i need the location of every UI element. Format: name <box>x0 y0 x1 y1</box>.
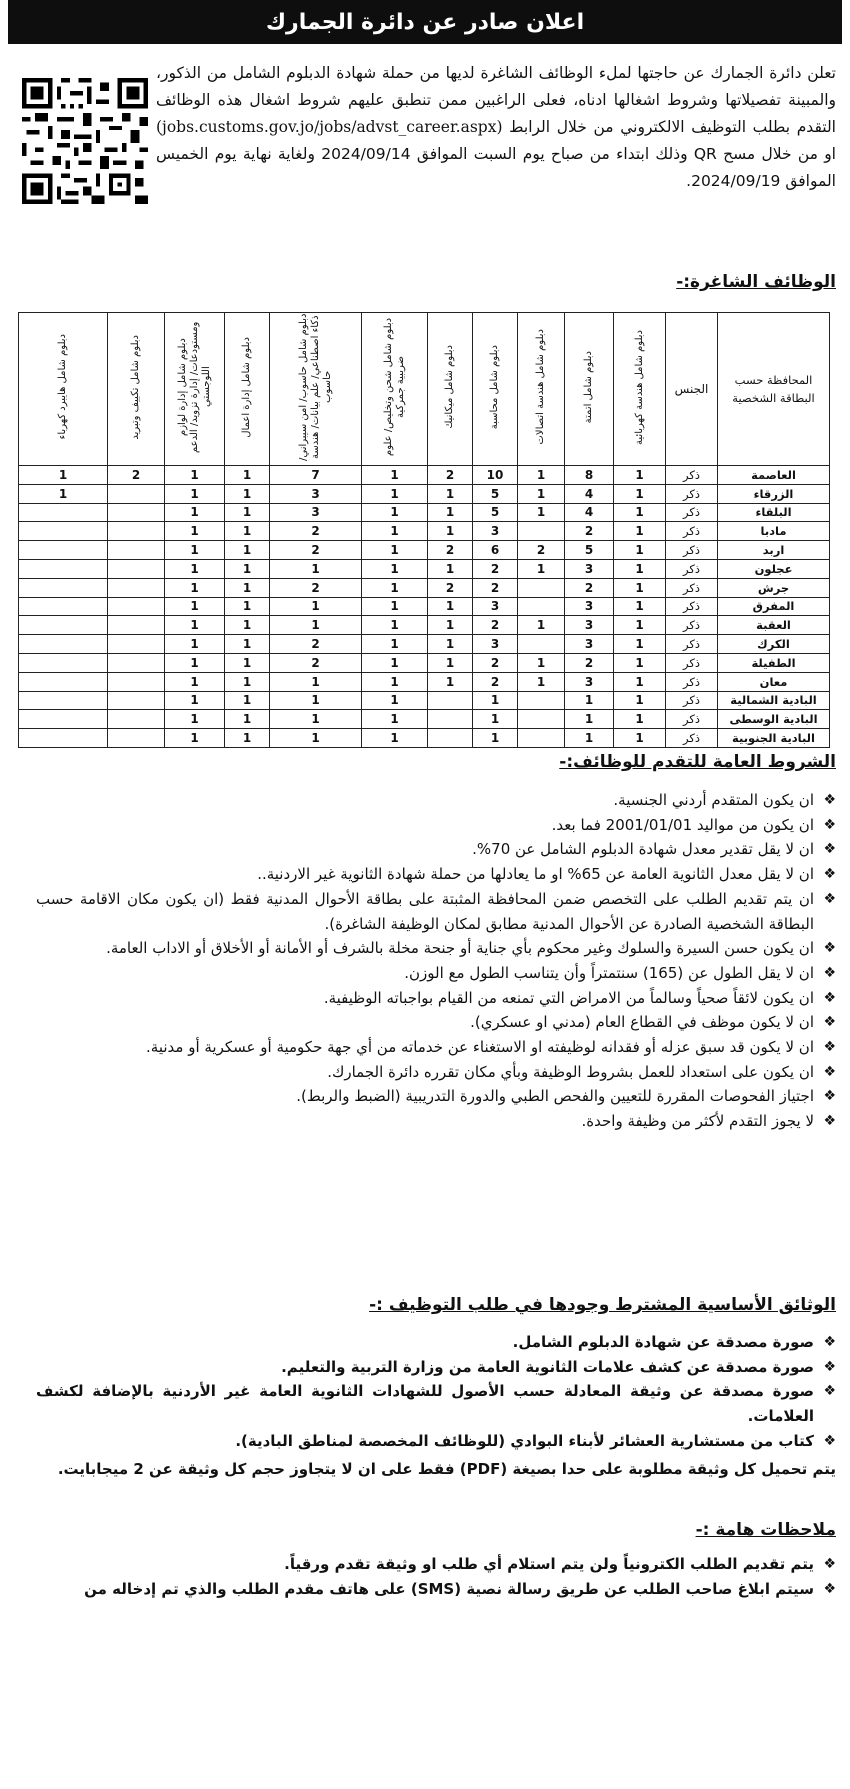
count-cell: 8 <box>565 466 614 485</box>
count-cell: 2 <box>473 653 518 672</box>
count-cell: 1 <box>225 616 270 635</box>
count-cell <box>108 616 165 635</box>
count-cell <box>19 653 108 672</box>
gender-cell: ذكر <box>666 729 718 748</box>
notes-list <box>36 1552 836 1601</box>
count-cell: 4 <box>565 503 614 522</box>
header-cell <box>518 313 565 466</box>
count-cell: 1 <box>165 672 225 691</box>
count-cell: 1 <box>165 729 225 748</box>
count-cell: 1 <box>362 672 428 691</box>
note-item: ❖ سيتم ابلاغ صاحب الطلب عن طريق رسالة نصية (SMS) على هاتف مقدم الطلب والذي تم إدخاله من <box>36 1577 836 1602</box>
count-cell: 1 <box>362 635 428 654</box>
conditions-list <box>36 788 836 1134</box>
count-cell: 1 <box>362 653 428 672</box>
count-cell <box>518 710 565 729</box>
table-row <box>19 559 830 578</box>
condition-item: ❖ ان يكون المتقدم أردني الجنسية. <box>36 788 836 813</box>
count-cell: 1 <box>270 616 362 635</box>
gender-cell: ذكر <box>666 691 718 710</box>
count-cell: 2 <box>565 653 614 672</box>
count-cell: 1 <box>428 522 473 541</box>
table-row <box>19 653 830 672</box>
count-cell: 2 <box>428 466 473 485</box>
count-cell: 1 <box>225 635 270 654</box>
count-cell <box>518 635 565 654</box>
count-cell: 1 <box>225 691 270 710</box>
count-cell: 1 <box>165 691 225 710</box>
count-cell <box>108 503 165 522</box>
count-cell: 1 <box>225 503 270 522</box>
condition-item: ❖ ان يكون على استعداد للعمل بشروط الوظيفة وبأي مكان تقرره دائرة الجمارك. <box>36 1060 836 1085</box>
count-cell: 3 <box>473 597 518 616</box>
count-cell: 1 <box>614 466 666 485</box>
governorate-cell: الطفيلة <box>718 653 830 672</box>
count-cell: 2 <box>108 466 165 485</box>
gender-cell: ذكر <box>666 597 718 616</box>
count-cell: 1 <box>614 578 666 597</box>
count-cell: 2 <box>565 522 614 541</box>
count-cell <box>19 635 108 654</box>
count-cell: 2 <box>473 559 518 578</box>
header-label: دبلوم شامل إدارة اعمال <box>241 336 252 438</box>
vacancies-heading: الوظائف الشاغرة:- <box>676 272 836 292</box>
governorate-cell: البادية الوسطى <box>718 710 830 729</box>
count-cell: 1 <box>428 653 473 672</box>
gender-cell: ذكر <box>666 503 718 522</box>
count-cell: 3 <box>473 522 518 541</box>
count-cell: 1 <box>19 466 108 485</box>
gender-cell: ذكر <box>666 541 718 560</box>
count-cell: 5 <box>473 484 518 503</box>
count-cell <box>108 729 165 748</box>
count-cell: 7 <box>270 466 362 485</box>
count-cell: 1 <box>428 503 473 522</box>
count-cell: 1 <box>614 522 666 541</box>
gender-cell: ذكر <box>666 672 718 691</box>
count-cell: 1 <box>614 653 666 672</box>
count-cell: 1 <box>362 559 428 578</box>
count-cell <box>19 710 108 729</box>
table-row <box>19 672 830 691</box>
count-cell <box>19 616 108 635</box>
count-cell: 3 <box>270 503 362 522</box>
count-cell: 1 <box>614 503 666 522</box>
gender-cell: ذكر <box>666 710 718 729</box>
count-cell: 1 <box>428 635 473 654</box>
count-cell: 1 <box>270 672 362 691</box>
count-cell <box>19 691 108 710</box>
count-cell: 1 <box>225 466 270 485</box>
count-cell: 2 <box>473 578 518 597</box>
table-row <box>19 541 830 560</box>
gender-cell: ذكر <box>666 466 718 485</box>
count-cell <box>518 691 565 710</box>
table-row <box>19 710 830 729</box>
count-cell: 2 <box>428 541 473 560</box>
count-cell: 1 <box>614 635 666 654</box>
count-cell: 1 <box>362 578 428 597</box>
document-item: ❖ صورة مصدقة عن كشف علامات الثانوية العامة من وزارة التربية والتعليم. <box>36 1355 836 1380</box>
count-cell <box>19 597 108 616</box>
table-row <box>19 597 830 616</box>
header-cell <box>428 313 473 466</box>
count-cell: 1 <box>565 729 614 748</box>
gender-cell: ذكر <box>666 559 718 578</box>
header-label: دبلوم شامل ميكانيك <box>444 345 455 429</box>
count-cell: 1 <box>362 597 428 616</box>
count-cell: 10 <box>473 466 518 485</box>
count-cell: 2 <box>270 635 362 654</box>
count-cell: 1 <box>362 522 428 541</box>
count-cell: 1 <box>518 503 565 522</box>
count-cell <box>108 635 165 654</box>
count-cell <box>108 484 165 503</box>
governorate-cell: البلقاء <box>718 503 830 522</box>
header-label: دبلوم شامل تكييف وتبريد <box>130 334 141 440</box>
count-cell: 1 <box>270 559 362 578</box>
count-cell: 3 <box>565 559 614 578</box>
count-cell: 2 <box>473 616 518 635</box>
count-cell: 1 <box>165 466 225 485</box>
condition-item: ❖ ان لا يقل تقدير معدل شهادة الدبلوم الشامل عن 70%. <box>36 837 836 862</box>
count-cell <box>108 653 165 672</box>
condition-item: ❖ ان لا يكون قد سبق عزله أو فقدانه لوظيفته او الاستغناء عن خدماته من أي جهة حكومية أو عسكرية أو مدنية. <box>36 1035 836 1060</box>
count-cell: 2 <box>473 672 518 691</box>
table-row <box>19 522 830 541</box>
count-cell: 1 <box>270 691 362 710</box>
header-cell <box>473 313 518 466</box>
count-cell: 1 <box>362 541 428 560</box>
header-cell <box>165 313 225 466</box>
count-cell: 1 <box>518 672 565 691</box>
count-cell: 3 <box>270 484 362 503</box>
table-header-row <box>19 313 830 466</box>
count-cell: 1 <box>614 672 666 691</box>
count-cell: 1 <box>270 729 362 748</box>
count-cell: 2 <box>565 578 614 597</box>
condition-item: ❖ ان لا يكون موظف في القطاع العام (مدني او عسكري). <box>36 1010 836 1035</box>
header-label: دبلوم شامل اتمتة <box>583 350 594 424</box>
count-cell: 1 <box>225 597 270 616</box>
count-cell: 1 <box>428 559 473 578</box>
count-cell <box>108 691 165 710</box>
count-cell: 1 <box>225 541 270 560</box>
count-cell: 1 <box>473 691 518 710</box>
governorate-cell: مادبا <box>718 522 830 541</box>
count-cell: 1 <box>165 484 225 503</box>
documents-list <box>36 1330 836 1454</box>
governorate-cell: معان <box>718 672 830 691</box>
header-label: دبلوم شامل هايبرد كهرباء <box>57 334 68 440</box>
count-cell <box>108 541 165 560</box>
count-cell: 1 <box>614 559 666 578</box>
count-cell <box>108 597 165 616</box>
governorate-cell: البادية الشمالية <box>718 691 830 710</box>
count-cell: 1 <box>165 616 225 635</box>
count-cell: 1 <box>518 616 565 635</box>
gender-cell: ذكر <box>666 578 718 597</box>
count-cell: 1 <box>165 503 225 522</box>
count-cell: 1 <box>614 597 666 616</box>
count-cell <box>108 578 165 597</box>
count-cell <box>428 691 473 710</box>
header-cell <box>225 313 270 466</box>
count-cell <box>428 710 473 729</box>
count-cell <box>19 541 108 560</box>
count-cell: 1 <box>473 710 518 729</box>
count-cell: 1 <box>614 484 666 503</box>
count-cell: 4 <box>565 484 614 503</box>
governorate-cell: جرش <box>718 578 830 597</box>
condition-item: ❖ اجتياز الفحوصات المقررة للتعيين والفحص الطبي والدورة التدريبية (الضبط والربط). <box>36 1084 836 1109</box>
governorate-cell: الكرك <box>718 635 830 654</box>
count-cell <box>108 522 165 541</box>
count-cell: 1 <box>362 484 428 503</box>
count-cell: 1 <box>565 710 614 729</box>
header-label: دبلوم شامل هندسة اتصالات <box>535 329 546 445</box>
count-cell: 1 <box>362 729 428 748</box>
count-cell: 2 <box>270 578 362 597</box>
application-link[interactable]: (jobs.customs.gov.jo/jobs/advst_career.aspx) <box>156 118 503 136</box>
count-cell: 2 <box>518 541 565 560</box>
count-cell: 5 <box>473 503 518 522</box>
header-gender: الجنس <box>666 313 718 466</box>
count-cell: 1 <box>19 484 108 503</box>
table-row <box>19 503 830 522</box>
count-cell: 1 <box>165 653 225 672</box>
condition-item: ❖ ان يكون من مواليد 2001/01/01 فما بعد. <box>36 813 836 838</box>
gender-cell: ذكر <box>666 484 718 503</box>
title-text: اعلان صادر عن دائرة الجمارك <box>265 9 585 35</box>
document-item: ❖ كتاب من مستشارية العشائر لأبناء البوادي (للوظائف المخصصة لمناطق البادية). <box>36 1429 836 1454</box>
governorate-cell: المفرق <box>718 597 830 616</box>
gender-cell: ذكر <box>666 635 718 654</box>
intro-text-start: تعلن دائرة الجمارك عن حاجتها لملء الوظائف الشاغرة لديها من حملة شهادة الدبلوم الشامل من الذكور، والمبينة تفصيلاتها وشروط اشغالها ادناه، فعلى الراغبين ممن تنطبق عليهم شروط اشغال هذه الوظائف التقدم بطلب التوظيف الالكتروني من خلال الرابط <box>156 64 836 136</box>
count-cell: 1 <box>518 466 565 485</box>
vacancies-table <box>18 312 830 748</box>
header-cell <box>565 313 614 466</box>
header-cell <box>108 313 165 466</box>
gender-cell: ذكر <box>666 616 718 635</box>
count-cell: 1 <box>225 653 270 672</box>
count-cell: 1 <box>362 466 428 485</box>
gender-cell: ذكر <box>666 522 718 541</box>
governorate-cell: عجلون <box>718 559 830 578</box>
count-cell: 3 <box>565 672 614 691</box>
header-cell <box>362 313 428 466</box>
count-cell: 1 <box>165 635 225 654</box>
header-label: دبلوم شامل شحن وتخليص/ علوم ضريبية جمركية <box>382 317 406 457</box>
intro-paragraph <box>156 60 836 195</box>
count-cell: 1 <box>614 691 666 710</box>
count-cell: 2 <box>270 653 362 672</box>
count-cell <box>19 559 108 578</box>
count-cell <box>108 710 165 729</box>
document-item: ❖ صورة مصدقة عن شهادة الدبلوم الشامل. <box>36 1330 836 1355</box>
count-cell: 1 <box>565 691 614 710</box>
gender-cell: ذكر <box>666 653 718 672</box>
count-cell: 1 <box>165 597 225 616</box>
count-cell: 1 <box>362 691 428 710</box>
count-cell: 1 <box>518 653 565 672</box>
count-cell: 1 <box>428 672 473 691</box>
condition-item: ❖ لا يجوز التقدم لأكثر من وظيفة واحدة. <box>36 1109 836 1134</box>
table-row <box>19 729 830 748</box>
count-cell: 1 <box>225 710 270 729</box>
count-cell <box>428 729 473 748</box>
document-item: ❖ صورة مصدقة عن وثيقة المعادلة حسب الأصول للشهادات الثانوية العامة غير الأردنية بالإضافة لكشف العلامات. <box>36 1379 836 1428</box>
header-cell <box>19 313 108 466</box>
note-item: ❖ يتم تقديم الطلب الكترونياً ولن يتم استلام أي طلب او وثيقة تقدم ورقياً. <box>36 1552 836 1577</box>
governorate-cell: البادية الجنوبية <box>718 729 830 748</box>
table-body <box>19 466 830 748</box>
table-row <box>19 578 830 597</box>
count-cell: 1 <box>225 522 270 541</box>
count-cell: 1 <box>225 578 270 597</box>
count-cell: 3 <box>473 635 518 654</box>
table-row <box>19 691 830 710</box>
condition-item: ❖ ان يتم تقديم الطلب على التخصص ضمن المحافظة المثبتة على بطاقة الأحوال المدنية فقط (ان يكون مكان الاقامة حسب البطاقة الشخصية الصادرة عن الأحوال المدنية مطابق لمكان الوظيفة الشاغرة). <box>36 887 836 936</box>
count-cell: 1 <box>165 541 225 560</box>
count-cell: 1 <box>225 672 270 691</box>
governorate-cell: العقبة <box>718 616 830 635</box>
count-cell: 1 <box>362 503 428 522</box>
header-label: دبلوم شامل إدارة لوازم ومستودعات/ إدارة تزويد/ الدعم اللوجستي <box>176 321 212 453</box>
documents-note: يتم تحميل كل وثيقة مطلوبة على حدا بصيغة (PDF) فقط على ان لا يتجاوز حجم كل وثيقة عن 2 ميجابايت. <box>57 1460 836 1478</box>
condition-item: ❖ ان يكون حسن السيرة والسلوك وغير محكوم بأي جناية أو جنحة مخلة بالشرف أو الأمانة أو الأخلاق أو الاداب العامة. <box>36 936 836 961</box>
count-cell <box>518 578 565 597</box>
count-cell: 1 <box>165 710 225 729</box>
header-label: دبلوم شامل حاسوب/ امن سيبراني/ ذكاء اصطناعي/ علم بيانات/ هندسة حاسوب <box>297 313 333 461</box>
count-cell: 1 <box>473 729 518 748</box>
count-cell: 1 <box>362 710 428 729</box>
count-cell: 1 <box>165 522 225 541</box>
count-cell <box>19 578 108 597</box>
count-cell: 1 <box>225 484 270 503</box>
condition-item: ❖ ان يكون لائقاً صحياً وسالماً من الامراض التي تمنعه من القيام بواجباته الوظيفية. <box>36 986 836 1011</box>
header-cell <box>614 313 666 466</box>
table-row <box>19 484 830 503</box>
count-cell <box>108 672 165 691</box>
governorate-cell: العاصمة <box>718 466 830 485</box>
count-cell: 1 <box>614 541 666 560</box>
count-cell: 1 <box>518 559 565 578</box>
count-cell <box>19 729 108 748</box>
header-label: دبلوم شامل هندسة كهربائية <box>633 329 645 445</box>
count-cell: 3 <box>565 616 614 635</box>
header-label: دبلوم شامل محاسبة <box>489 344 500 430</box>
header-cell <box>270 313 362 466</box>
count-cell: 3 <box>565 635 614 654</box>
count-cell <box>518 729 565 748</box>
count-cell: 1 <box>165 578 225 597</box>
count-cell: 1 <box>518 484 565 503</box>
condition-item: ❖ ان لا يقل الطول عن (165) سنتمتراً وأن يتناسب الطول مع الوزن. <box>36 961 836 986</box>
count-cell <box>108 559 165 578</box>
table-row <box>19 466 830 485</box>
header-governorate: المحافظة حسب البطاقة الشخصية <box>718 313 830 466</box>
count-cell: 3 <box>565 597 614 616</box>
count-cell: 1 <box>225 559 270 578</box>
count-cell: 5 <box>565 541 614 560</box>
count-cell: 1 <box>614 616 666 635</box>
count-cell: 1 <box>428 597 473 616</box>
count-cell: 1 <box>362 616 428 635</box>
count-cell: 1 <box>614 710 666 729</box>
qr-code[interactable] <box>22 78 148 204</box>
announcement-title <box>8 0 842 44</box>
count-cell <box>518 597 565 616</box>
count-cell: 1 <box>428 484 473 503</box>
conditions-heading: الشروط العامة للتقدم للوظائف:- <box>559 752 836 772</box>
count-cell: 1 <box>165 559 225 578</box>
notes-heading: ملاحظات هامة :- <box>695 1520 836 1540</box>
count-cell <box>518 522 565 541</box>
intro-text-end: او من خلال مسح QR وذلك ابتداء من صباح يوم السبت الموافق 2024/09/14 ولغاية نهاية يوم الخميس الموافق 2024/09/19. <box>156 145 836 190</box>
count-cell: 1 <box>225 729 270 748</box>
count-cell <box>19 522 108 541</box>
count-cell: 2 <box>428 578 473 597</box>
count-cell: 1 <box>270 710 362 729</box>
condition-item: ❖ ان لا يقل معدل الثانوية العامة عن 65% او ما يعادلها من حملة شهادة الثانوية غير الاردنية.. <box>36 862 836 887</box>
count-cell: 1 <box>614 729 666 748</box>
governorate-cell: الزرقاء <box>718 484 830 503</box>
table-row <box>19 616 830 635</box>
table-row <box>19 635 830 654</box>
count-cell <box>19 503 108 522</box>
governorate-cell: اربد <box>718 541 830 560</box>
count-cell: 1 <box>428 616 473 635</box>
count-cell: 6 <box>473 541 518 560</box>
documents-heading: الوثائق الأساسية المشترط وجودها في طلب التوظيف :- <box>369 1295 836 1315</box>
count-cell: 2 <box>270 522 362 541</box>
count-cell: 2 <box>270 541 362 560</box>
count-cell <box>19 672 108 691</box>
count-cell: 1 <box>270 597 362 616</box>
